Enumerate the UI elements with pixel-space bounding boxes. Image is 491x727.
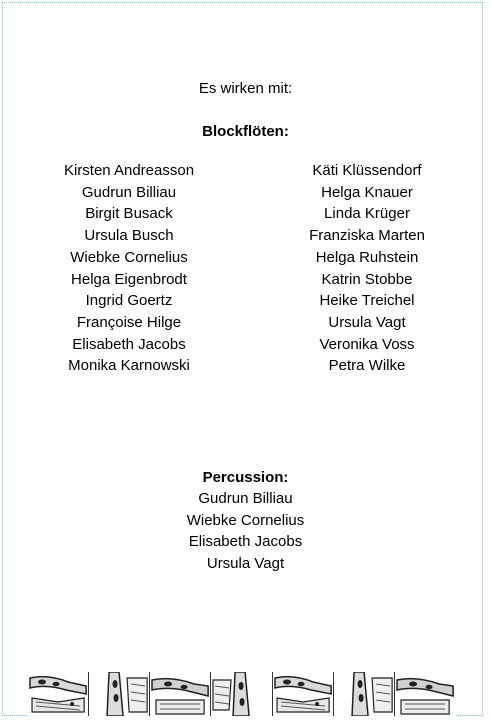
recorder-player: Ursula Busch bbox=[84, 227, 174, 245]
recorder-illustration bbox=[395, 672, 455, 716]
recorder-illustration bbox=[273, 672, 334, 716]
percussion-list bbox=[0, 488, 491, 575]
recorder-player: Ingrid Goertz bbox=[85, 292, 173, 310]
recorder-player: Petra Wilke bbox=[328, 357, 406, 375]
recorder-player: Linda Krüger bbox=[324, 205, 410, 223]
recorder-player: Helga Ruhstein bbox=[315, 248, 419, 266]
recorder-player: Elisabeth Jacobs bbox=[72, 335, 186, 353]
recorder-player: Heike Treichel bbox=[319, 292, 415, 310]
recorder-player: Helga Knauer bbox=[321, 183, 413, 201]
recorders-list-right bbox=[267, 160, 467, 377]
recorder-player: Françoise Hilge bbox=[76, 313, 182, 331]
recorder-player: Monika Karnowski bbox=[68, 357, 190, 375]
recorders-list-left bbox=[29, 160, 229, 377]
recorder-illustration bbox=[89, 672, 150, 716]
recorder-player: Katrin Stobbe bbox=[321, 270, 413, 288]
recorder-player: Ursula Vagt bbox=[328, 313, 406, 331]
recorder-player: Birgit Busack bbox=[85, 205, 173, 223]
recorder-player: Veronika Voss bbox=[319, 335, 415, 353]
percussion-heading: Percussion: bbox=[202, 469, 289, 486]
intro-text: Es wirken mit: bbox=[198, 80, 293, 97]
percussion-player: Ursula Vagt bbox=[206, 555, 285, 573]
instrument-decoration-strip bbox=[28, 672, 455, 716]
percussion-player: Elisabeth Jacobs bbox=[188, 533, 303, 551]
recorder-player: Gudrun Billiau bbox=[81, 183, 177, 201]
percussion-player: Wiebke Cornelius bbox=[186, 511, 305, 529]
recorder-illustration bbox=[150, 672, 211, 716]
recorder-player: Käti Klüssendorf bbox=[312, 162, 422, 179]
recorder-player: Helga Eigenbrodt bbox=[71, 270, 187, 288]
recorders-heading: Blockflöten: bbox=[202, 123, 289, 140]
recorder-illustration bbox=[28, 672, 89, 716]
recorder-player: Franziska Marten bbox=[309, 227, 425, 245]
percussion-player: Gudrun Billiau bbox=[198, 490, 293, 507]
recorder-player: Kirsten Andreasson bbox=[63, 162, 195, 179]
recorder-player: Wiebke Cornelius bbox=[70, 248, 188, 266]
recorder-illustration bbox=[211, 672, 272, 716]
recorder-illustration bbox=[334, 672, 395, 716]
